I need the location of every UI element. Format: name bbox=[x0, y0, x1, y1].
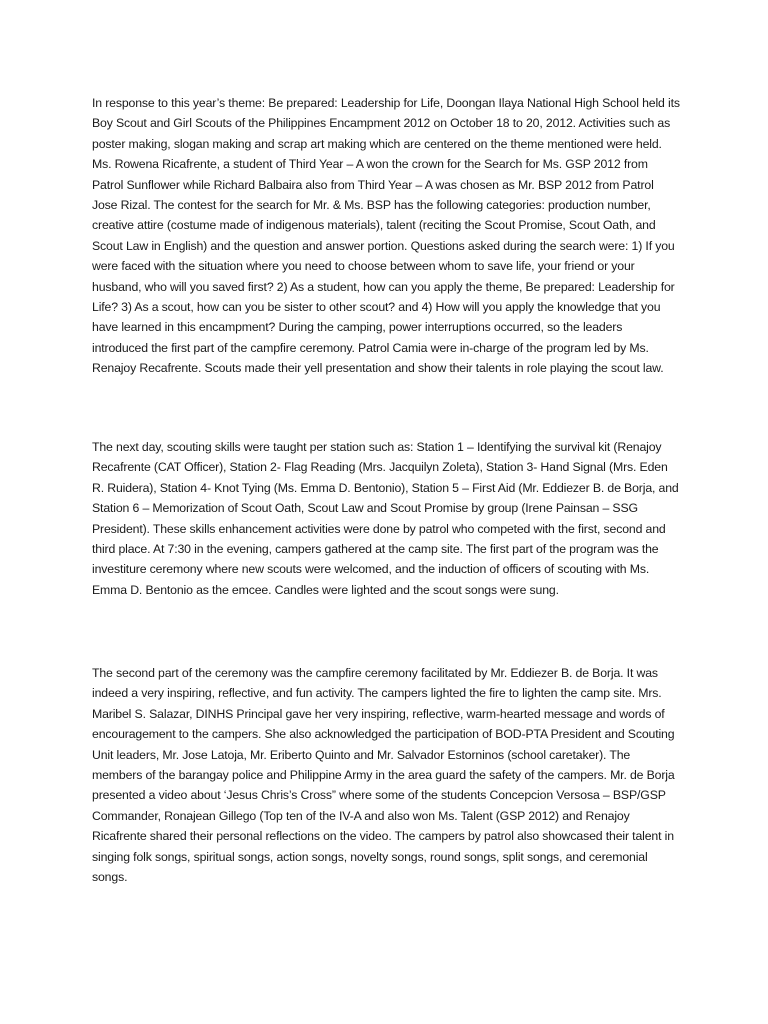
paragraph-encampment-intro: In response to this year’s theme: Be prepared: Leadership for Life, Doongan Ilaya National High School held its Boy Scout and Girl Scouts of the Philippines Encampment 2012 on October 18 to 20, 2012. Activities such as poster making, slogan making and scrap art making which are centered on the theme mentioned were held. Ms. Rowena Ricafrente, a student of Third Year – A won the crown for the Search for Ms. GSP 2012 from Patrol Sunflower while Richard Balbaira also from Third Year – A was chosen as Mr. BSP 2012 from Patrol Jose Rizal. The contest for the search for Mr. & Ms. BSP has the following categories: production number, creative attire (costume made of indigenous materials), talent (reciting the Scout Promise, Scout Oath, and Scout Law in English) and the question and answer portion. Questions asked during the search were: 1) If you were faced with the situation where you need to choose between whom to save life, your friend or your husband, who will you saved first? 2) As a student, how can you apply the theme, Be prepared: Leadership for Life? 3) As a scout, how can you be sister to other scout? and 4) How will you apply the knowledge that you have learned in this encampment? During the camping, power interruptions occurred, so the leaders introduced the first part of the campfire ceremony. Patrol Camia were in-charge of the program led by Ms. Renajoy Recafrente. Scouts made their yell presentation and show their talents in role playing the scout law. bbox=[92, 96, 680, 376]
paragraph-scouting-skills: The next day, scouting skills were taught per station such as: Station 1 – Identifying the survival kit (Renajoy Recafrente (CAT Officer), Station 2- Flag Reading (Mrs. Jacquilyn Zoleta), Station 3- Hand Signal (Mrs. Eden R. Ruidera), Station 4- Knot Tying (Ms. Emma D. Bentonio), Station 5 – First Aid (Mr. Eddiezer B. de Borja, and Station 6 – Memorization of Scout Oath, Scout Law and Scout Promise by group (Irene Painsan – SSG President). These skills enhancement activities were done by patrol who competed with the first, second and third place. At 7:30 in the evening, campers gathered at the camp site. The first part of the program was the investiture ceremony where new scouts were welcomed, and the induction of officers of scouting with Ms. Emma D. Bentonio as the emcee. Candles were lighted and the scout songs were sung. bbox=[92, 440, 679, 597]
paragraph-campfire-ceremony: The second part of the ceremony was the campfire ceremony facilitated by Mr. Eddiezer B. de Borja. It was indeed a very inspiring, reflective, and fun activity. The campers lighted the fire to lighten the camp site. Mrs. Maribel S. Salazar, DINHS Principal gave her very inspiring, reflective, warm-hearted message and words of encouragement to the campers. She also acknowledged the participation of BOD-PTA President and Scouting Unit leaders, Mr. Jose Latoja, Mr. Eriberto Quinto and Mr. Salvador Estorninos (school caretaker). The members of the barangay police and Philippine Army in the area guard the safety of the campers. Mr. de Borja presented a video about ‘Jesus Chris’s Cross” where some of the students Concepcion Versosa – BSP/GSP Commander, Ronajean Gillego (Top ten of the IV-A and also won Ms. Talent (GSP 2012) and Renajoy Ricafrente shared their personal reflections on the video. The campers by patrol also showcased their talent in singing folk songs, spiritual songs, action songs, novelty songs, round songs, split songs, and ceremonial songs. bbox=[92, 666, 675, 885]
